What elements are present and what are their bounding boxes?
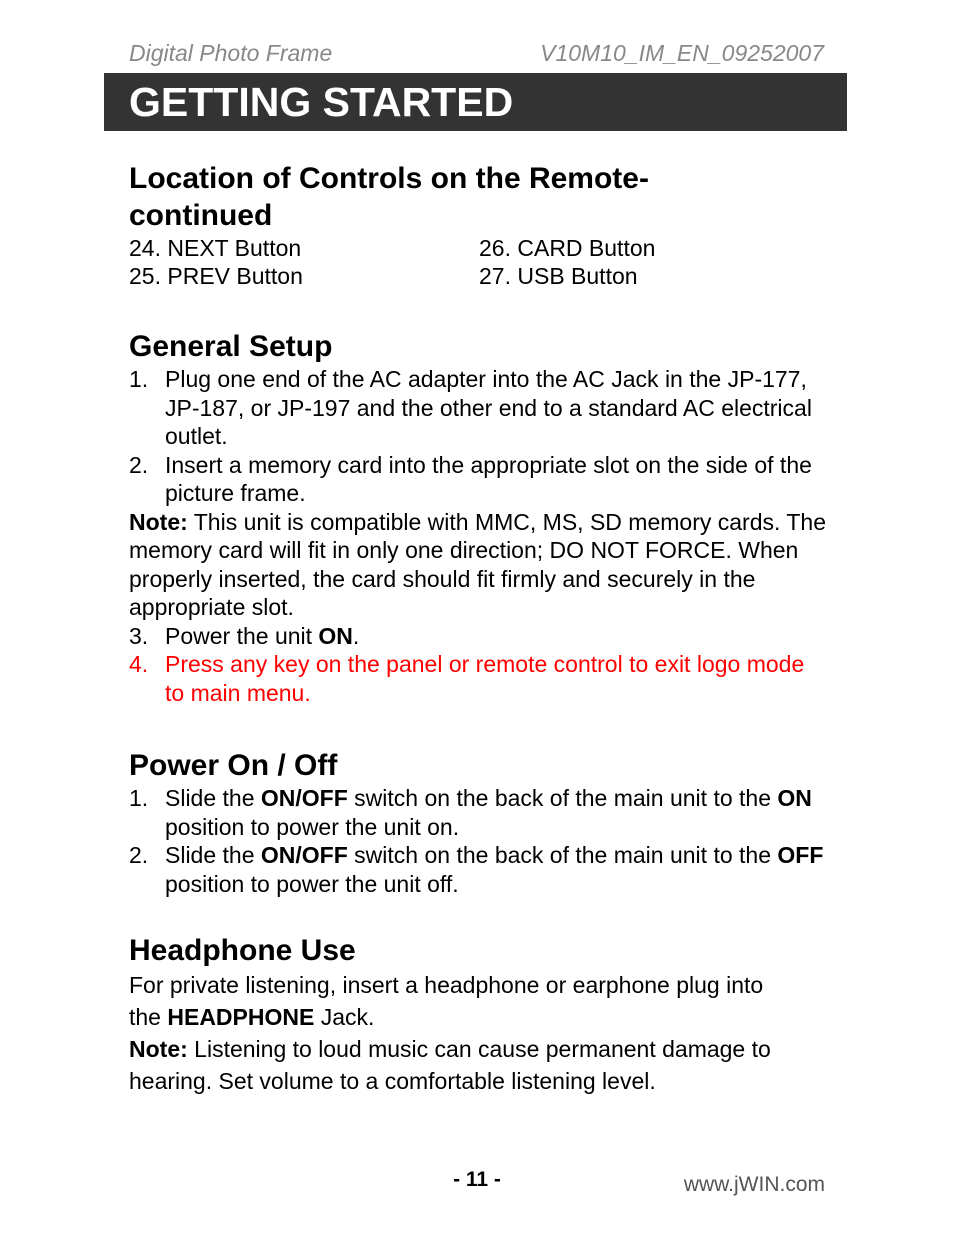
note-text: This unit is compatible with MMC, MS, SD memory cards. The memory card will fit in only one direction; DO NOT FORCE. When properly inserted, the card should fit firmly and securely in the appropriate slot. (129, 508, 826, 620)
page-number: - 11 - (453, 1168, 501, 1191)
list-number: 1. (129, 785, 149, 811)
general-setup-section (129, 328, 829, 707)
headphone-text: For private listening, insert a headphone or earphone plug into the HEADPHONE Jack. (129, 972, 764, 1030)
headphone-heading: Headphone Use (129, 934, 356, 967)
list-number: 2. (129, 842, 149, 868)
bold-on: ON (318, 622, 353, 649)
control-item: 26. CARD Button (479, 235, 656, 261)
note-label: Note: (129, 508, 188, 535)
list-item (129, 365, 829, 451)
headphone-note (129, 1033, 829, 1097)
controls-list (129, 234, 829, 290)
list-item (129, 451, 829, 508)
list-number: 1. (129, 366, 149, 392)
list-text: Power the unit ON. (165, 622, 360, 649)
header-title: Digital Photo Frame (129, 40, 333, 66)
page-content (129, 160, 829, 1097)
list-item-highlighted (129, 650, 829, 707)
controls-section (129, 160, 829, 290)
header-doc-id: V10M10_IM_EN_09252007 (540, 40, 824, 66)
list-text: Plug one end of the AC adapter into the AC Jack in the JP-177, JP-187, or JP-197 and the other end to a standard AC electrical outlet. (165, 366, 812, 449)
controls-heading (129, 160, 829, 234)
general-note (129, 508, 829, 622)
power-heading: Power On / Off (129, 749, 338, 782)
controls-col-left (129, 234, 479, 290)
power-section (129, 747, 829, 898)
list-text: Slide the ON/OFF switch on the back of the main unit to the OFF position to power the unit off. (165, 842, 824, 897)
note-text: Listening to loud music can cause permanent damage to hearing. Set volume to a comfortable listening level. (129, 1036, 771, 1094)
list-number: 3. (129, 622, 149, 649)
list-text: Slide the ON/OFF switch on the back of the main unit to the ON position to power the unit on. (165, 785, 812, 840)
list-item (129, 841, 829, 898)
controls-heading-line2: continued (129, 199, 273, 232)
list-item (129, 784, 829, 841)
list-number: 2. (129, 451, 149, 478)
control-item: 25. PREV Button (129, 263, 303, 289)
footer-url: www.jWIN.com (683, 1173, 825, 1196)
note-label: Note: (129, 1036, 188, 1062)
list-text: Press any key on the panel or remote control to exit logo mode to main menu. (165, 651, 805, 706)
general-setup-heading: General Setup (129, 330, 333, 363)
section-banner: GETTING STARTED (104, 73, 847, 131)
list-number: 4. (129, 651, 149, 677)
headphone-section (129, 932, 829, 1097)
controls-col-right (479, 234, 829, 290)
list-item (129, 622, 829, 651)
control-item: 27. USB Button (479, 263, 638, 289)
controls-heading-line1: Location of Controls on the Remote- (129, 162, 649, 195)
list-text: Insert a memory card into the appropriate slot on the side of the picture frame. (165, 451, 812, 506)
control-item: 24. NEXT Button (129, 235, 302, 261)
